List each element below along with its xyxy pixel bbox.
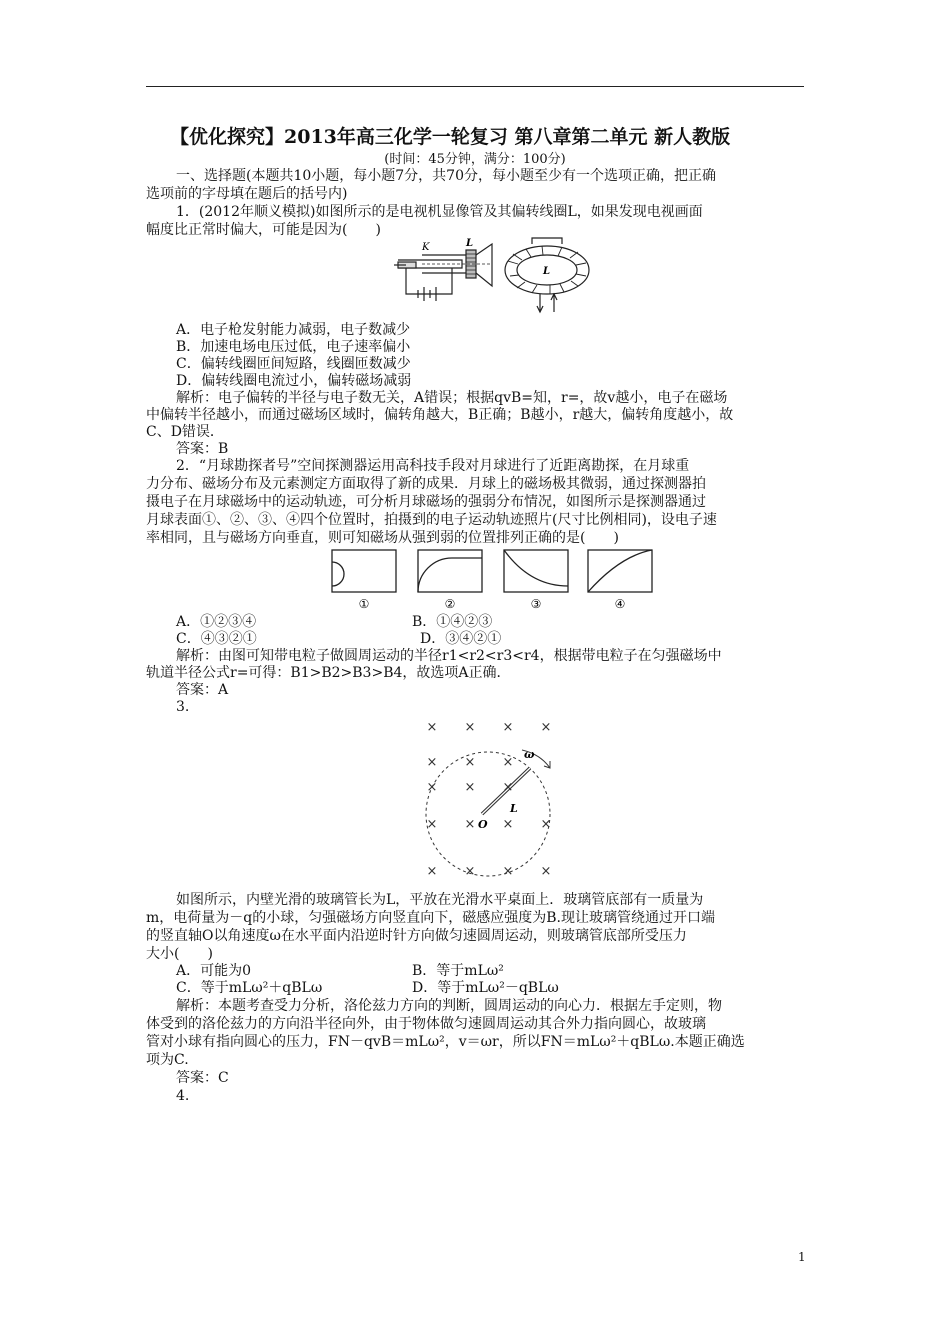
q1-answer: 答案：B [176, 441, 229, 457]
svg-text:×: × [502, 780, 514, 795]
q1-figure-crt [392, 236, 602, 316]
section-heading: 一、选择题(本题共10小题，每小题7分，共70分，每小题至少有一个选项正确，把正确 [176, 168, 716, 184]
q2-option-b: B．①④②③ [412, 614, 493, 630]
q3-option-b: B．等于mLω² [412, 963, 504, 979]
q2-fig-label-1: ① [358, 597, 370, 611]
section-heading-cont: 选项前的字母填在题后的括号内) [146, 186, 348, 202]
svg-text:×: × [426, 817, 438, 832]
svg-text:×: × [540, 864, 552, 879]
q2-stem-5: 率相同，且与磁场方向垂直，则可知磁场从强到弱的位置排列正确的是( ) [146, 530, 619, 546]
svg-text:×: × [426, 755, 438, 770]
svg-text:×: × [502, 817, 514, 832]
q2-option-a: A．①②③④ [176, 614, 257, 630]
q1-analysis: 解析：电子偏转的半径与电子数无关，A错误；根据qvB=知，r=，故v越小，电子在磁场 [176, 390, 728, 406]
svg-text:×: × [464, 864, 476, 879]
svg-text:×: × [502, 755, 514, 770]
svg-text:×: × [464, 755, 476, 770]
q2-figure-trajectories [330, 548, 670, 614]
q1-option-a: A．电子枪发射能力减弱，电子数减少 [176, 322, 411, 338]
q1-option-c: C．偏转线圈匝间短路，线圈匝数减少 [176, 356, 411, 372]
header-rule [146, 86, 804, 87]
q3-analysis-4: 项为C. [146, 1052, 189, 1068]
q3-option-d: D．等于mLω²－qBLω [412, 980, 559, 996]
q1-stem: 1．(2012年顺义模拟)如图所示的是电视机显像管及其偏转线圈L，如果发现电视画面 [176, 204, 703, 220]
page-subtitle: (时间：45分钟，满分：100分) [384, 152, 566, 167]
svg-text:×: × [464, 817, 476, 832]
q1-fig-l-label: L [466, 238, 474, 249]
q2-fig-label-4: ④ [614, 597, 626, 611]
q3-stem-4: 大小( ) [146, 946, 213, 962]
svg-text:×: × [426, 864, 438, 879]
svg-text:×: × [502, 864, 514, 879]
q2-fig-label-3: ③ [530, 597, 542, 611]
q3-fig-omega: ω [524, 748, 535, 761]
q2-stem-3: 摄电子在月球磁场中的运动轨迹，可分析月球磁场的强弱分布情况，如图所示是探测器通过 [146, 494, 706, 510]
svg-text:×: × [426, 780, 438, 795]
q3-option-a: A．可能为0 [176, 963, 252, 979]
q2-analysis: 解析：由图可知带电粒子做圆周运动的半径r1<r2<r3<r4，根据带电粒子在匀强磁场中 [176, 648, 722, 664]
q3-analysis-3: 管对小球有指向圆心的压力，FN－qvB＝mLω²，v＝ωr，所以FN＝mLω²＋qBLω.本题正确选 [146, 1034, 745, 1050]
q3-fig-l: L [510, 802, 518, 815]
q1-fig-k-label: K [422, 242, 430, 253]
page-title: 【优化探究】2013年高三化学一轮复习 第八章第二单元 新人教版 [170, 126, 731, 148]
q3-stem-2: m，电荷量为－q的小球，匀强磁场方向竖直向下，磁感应强度为B.现让玻璃管绕通过开口端 [146, 910, 715, 926]
q2-stem-4: 月球表面①、②、③、④四个位置时，拍摄到的电子运动轨迹照片(尺寸比例相同)，设电子速 [146, 512, 717, 528]
q2-stem-2: 力分布、磁场分布及元素测定方面取得了新的成果．月球上的磁场极其微弱，通过探测器拍 [146, 476, 706, 492]
q1-analysis-3: C、D错误． [146, 424, 224, 440]
q1-stem-cont: 幅度比正常时偏大，可能是因为( ) [146, 222, 381, 238]
q2-option-c: C．④③②① [176, 631, 257, 647]
svg-text:×: × [502, 720, 514, 735]
q3-fig-o: O [478, 818, 488, 831]
q3-figure-rotating-tube [412, 714, 572, 884]
q3-number: 3. [176, 699, 190, 715]
q4-number: 4. [176, 1088, 190, 1104]
q1-analysis-2: 中偏转半径越小，而通过磁场区域时，偏转角越大，B正确；B越小，r越大，偏转角度越小，故 [146, 407, 734, 423]
q3-answer: 答案：C [176, 1070, 229, 1086]
q2-answer: 答案：A [176, 682, 229, 698]
q1-option-d: D．偏转线圈电流过小，偏转磁场减弱 [176, 373, 412, 389]
q2-fig-label-2: ② [444, 597, 456, 611]
q3-option-c: C．等于mLω²＋qBLω [176, 980, 323, 996]
q3-analysis: 解析：本题考查受力分析，洛伦兹力方向的判断，圆周运动的向心力．根据左手定则，物 [176, 998, 722, 1014]
q2-stem: 2．“月球勘探者号”空间探测器运用高科技手段对月球进行了近距离勘探，在月球重 [176, 458, 690, 474]
page-number: 1 [798, 1250, 806, 1264]
q2-option-d: D．③④②① [420, 631, 502, 647]
svg-text:×: × [426, 720, 438, 735]
q3-analysis-2: 体受到的洛伦兹力的方向沿半径向外，由于物体做匀速圆周运动其合外力指向圆心，故玻璃 [146, 1016, 706, 1032]
q1-fig-l-label-coil: L [543, 266, 551, 277]
svg-text:×: × [464, 780, 476, 795]
svg-text:×: × [464, 720, 476, 735]
svg-text:×: × [540, 720, 552, 735]
q2-analysis-2: 轨道半径公式r=可得：B1>B2>B3>B4，故选项A正确． [146, 665, 511, 681]
q3-stem-3: 的竖直轴O以角速度ω在水平面内沿逆时针方向做匀速圆周运动，则玻璃管底部所受压力 [146, 928, 687, 944]
svg-text:×: × [540, 817, 552, 832]
q1-option-b: B．加速电场电压过低，电子速率偏小 [176, 339, 411, 355]
q3-stem: 如图所示，内壁光滑的玻璃管长为L，平放在光滑水平桌面上．玻璃管底部有一质量为 [176, 892, 704, 908]
